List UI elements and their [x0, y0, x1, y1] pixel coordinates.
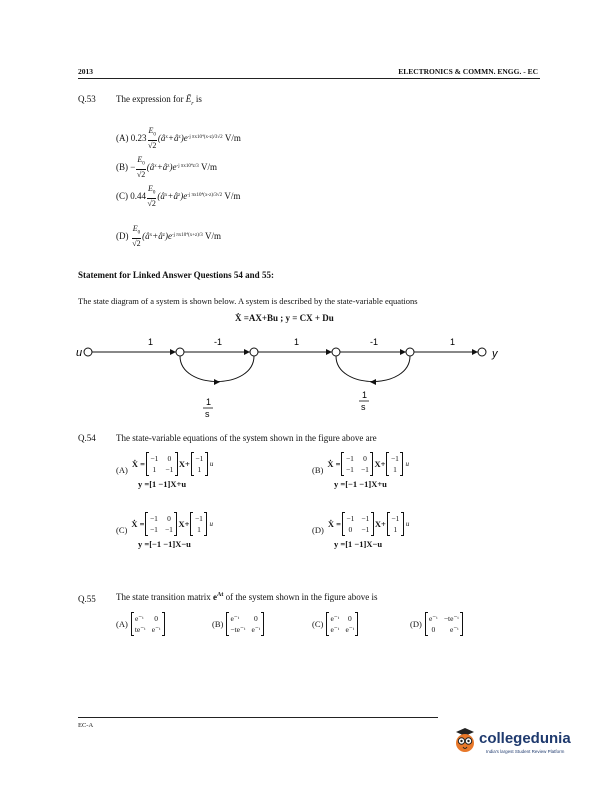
option-coef: 0.23: [130, 132, 147, 143]
node-4: [406, 348, 414, 356]
diagram-output-label: y: [492, 348, 498, 360]
matrix-cell: e⁻ᵗ: [345, 625, 355, 634]
matrix-cell: te⁻ᵗ: [134, 625, 146, 634]
matrix-cell: −1: [194, 514, 203, 523]
q55-stem-a: The state transition matrix: [116, 592, 211, 602]
matrix-cell: 1: [393, 525, 398, 534]
matrix-cell: −1: [165, 465, 174, 474]
node-output: [478, 348, 486, 356]
matrix: [342, 512, 374, 536]
q54-option-b: [312, 452, 409, 489]
frac-den: √2: [132, 238, 141, 248]
option-coef: −: [130, 161, 136, 172]
unit: V/m: [224, 132, 241, 143]
frac-num: E: [148, 184, 153, 193]
unit: V/m: [224, 190, 241, 201]
fraction: $\frac{E_0}{√2}$: [132, 224, 141, 248]
exponent: -j πx10⁴(x-z)/3√2: [187, 193, 223, 199]
q55-option-a: [116, 612, 166, 636]
q55-stem: [116, 592, 378, 602]
q54-stem: The state-variable equations of the system shown in the figure above are: [116, 433, 377, 443]
vec-close: )e: [180, 132, 188, 143]
matrix-cell: −1: [361, 525, 370, 534]
matrix: [386, 452, 403, 476]
matrix-cell: e⁻ᵗ: [151, 625, 161, 634]
input-u: u: [405, 520, 410, 528]
matrix-cell: −1: [150, 454, 159, 463]
matrix-cell: e⁻ᵗ: [251, 625, 261, 634]
xplus: X+: [178, 519, 190, 529]
diagram-input-label: u: [76, 347, 83, 359]
matrix: [131, 612, 165, 636]
gain-4: -1: [370, 337, 379, 347]
q53-stem-text: The expression for: [116, 94, 184, 104]
frac-den: √2: [147, 198, 156, 208]
vec-close: )e: [164, 230, 172, 241]
matrix-cell: −1: [360, 465, 369, 474]
option-label: (A): [116, 132, 129, 143]
matrix-cell: 1: [197, 525, 201, 534]
gain-2: -1: [214, 337, 223, 347]
matrix-cell: −1: [195, 454, 204, 463]
option-label: (A): [116, 465, 128, 475]
node-input: [84, 348, 92, 356]
header-year: 2013: [78, 67, 93, 76]
feedback-loop-2: [336, 356, 410, 382]
fraction: $\frac{E_0}{√2}$: [136, 155, 146, 179]
vec-open: (â: [157, 190, 165, 201]
matrix: [146, 452, 178, 476]
gain-3: 1: [294, 337, 300, 347]
frac-num: E: [132, 224, 138, 233]
matrix: [425, 612, 463, 636]
xdot: Ẋ =: [327, 519, 341, 529]
q55-option-d: [410, 612, 464, 636]
q55-option-b: [212, 612, 265, 636]
matrix-cell: e⁻ᵗ: [428, 614, 438, 623]
matrix-cell: −1: [345, 454, 354, 463]
vec-plus: +â: [167, 132, 179, 143]
vec-open: (â: [146, 161, 155, 172]
matrix-cell: 1: [393, 465, 397, 474]
matrix: [326, 612, 358, 636]
xplus: X+: [374, 519, 386, 529]
fraction: $\frac{E_0}{√2}$: [147, 184, 156, 208]
q53-stem-end: is: [195, 94, 202, 104]
q53-option-a: [116, 126, 241, 150]
feedback1-num: 1: [206, 397, 212, 407]
input-u: u: [405, 460, 409, 468]
matrix-cell: −te⁻ᵗ: [443, 614, 459, 623]
state-diagram: [76, 330, 520, 420]
q54-option-d: [312, 512, 409, 549]
option-label: (A): [116, 619, 128, 629]
exponent: -j πx10⁴(x+z)/3: [171, 233, 203, 239]
matrix-cell: −1: [164, 525, 173, 534]
matrix-cell: −1: [149, 514, 158, 523]
matrix-cell: e⁻ᵗ: [230, 614, 240, 623]
q55-stem-exp: At: [216, 592, 224, 598]
vec-plus: +â: [156, 161, 168, 172]
q55-number: Q.55: [78, 594, 96, 604]
option-coef: 0.44: [130, 190, 146, 201]
matrix-cell: e⁻ᵗ: [449, 625, 459, 634]
option-label: (C): [116, 190, 128, 201]
xdot: Ẋ =: [131, 459, 145, 469]
vec-open: (â: [142, 230, 150, 241]
option-label: (D): [116, 230, 129, 241]
vec-open: (â: [157, 132, 166, 143]
feedback-arrow-1: [214, 379, 220, 385]
vec-plus: +â: [167, 190, 178, 201]
matrix-cell: −1: [390, 454, 399, 463]
unit: V/m: [205, 230, 222, 241]
vec-sub1: x: [154, 164, 157, 170]
vec-sub2: z: [167, 164, 170, 170]
frac-num: E: [137, 155, 143, 164]
brand-tagline: India's largest Student Review Platform: [486, 749, 565, 754]
matrix-cell: −te⁻ᵗ: [230, 625, 246, 634]
feedback-arrow-2: [370, 379, 376, 385]
option-label: (C): [312, 619, 324, 629]
matrix-cell: −1: [361, 514, 370, 523]
xplus: X+: [374, 459, 386, 469]
matrix-cell: e⁻ᵗ: [330, 614, 340, 623]
linked-equations: Ẋ =AX+Bu ; y = CX + Du: [235, 313, 334, 323]
linked-statement: The state diagram of a system is shown below. A system is described by the state-variable equations: [78, 296, 418, 306]
vec-sub2: z: [162, 233, 165, 239]
brand-name: collegedunia: [479, 730, 571, 747]
brand-logo: [452, 724, 571, 764]
matrix-cell: 0: [167, 454, 172, 463]
unit: V/m: [200, 161, 217, 172]
matrix: [341, 452, 373, 476]
node-3: [332, 348, 340, 356]
option-label: (D): [312, 525, 324, 535]
matrix: [145, 512, 177, 536]
matrix-cell: 0: [347, 614, 352, 623]
matrix-cell: 0: [431, 625, 436, 634]
footer-code: EC-A: [78, 722, 94, 729]
feedback2-num: 1: [362, 390, 368, 400]
matrix-cell: 0: [348, 525, 353, 534]
input-u: u: [209, 460, 214, 468]
vec-close: )e: [169, 161, 177, 172]
gain-1: 1: [148, 337, 154, 347]
node-1: [176, 348, 184, 356]
header-rule: [78, 78, 540, 79]
matrix-cell: 0: [167, 514, 171, 523]
vec-sub1: x: [164, 193, 168, 199]
linked-title: Statement for Linked Answer Questions 54 and 55:: [78, 270, 274, 280]
option-label: (D): [410, 619, 422, 629]
vec-plus: +â: [152, 230, 163, 241]
q54-option-a: [116, 452, 213, 489]
matrix: [387, 512, 404, 536]
feedback1-den: s: [205, 409, 210, 419]
feedback2-den: s: [361, 402, 366, 412]
q54-number: Q.54: [78, 433, 96, 443]
xdot: Ẋ =: [327, 459, 341, 469]
exponent: -j πx10⁴(x-z)/3√2: [187, 135, 223, 141]
input-u: u: [209, 520, 213, 528]
option-label: (B): [212, 619, 224, 629]
vec-sub2: z: [178, 135, 181, 141]
q53-number: Q.53: [78, 94, 96, 104]
output-eq: y =[−1 −1]X+u: [334, 479, 387, 489]
frac-den: √2: [148, 140, 157, 150]
matrix-cell: 1: [152, 465, 157, 474]
matrix: [191, 452, 208, 476]
gain-5: 1: [450, 337, 456, 347]
q55-stem-e: e: [212, 592, 217, 602]
frac-den: √2: [136, 169, 146, 179]
owl-mascot-icon: [452, 726, 478, 756]
q54-option-c: [116, 512, 213, 549]
xplus: X+: [178, 459, 190, 469]
matrix-cell: 0: [154, 614, 158, 623]
matrix-cell: −1: [346, 514, 355, 523]
matrix-cell: −1: [149, 525, 158, 534]
q55-stem-b: of the system shown in the figure above is: [225, 592, 378, 602]
matrix-cell: 0: [363, 454, 367, 463]
output-eq: y =[1 −1]X−u: [334, 539, 383, 549]
matrix-cell: −1: [391, 514, 400, 523]
matrix-cell: −1: [345, 465, 354, 474]
matrix: [226, 612, 264, 636]
option-label: (C): [116, 525, 128, 535]
vec-sub1: x: [165, 135, 168, 141]
q53-option-c: [116, 184, 240, 208]
output-eq: y =[−1 −1]X−u: [138, 539, 191, 549]
option-label: (B): [312, 465, 324, 475]
q53-option-d: [116, 224, 221, 248]
matrix-cell: 1: [197, 465, 202, 474]
matrix-cell: 0: [254, 614, 258, 623]
frac-num: E: [148, 126, 154, 135]
vec-sub1: x: [149, 233, 153, 239]
option-label: (B): [116, 161, 128, 172]
header-subject: ELECTRONICS & COMMN. ENGG. - EC: [398, 67, 538, 76]
q53-stem-symbol: Ē: [185, 94, 192, 104]
feedback-loop-1: [180, 356, 254, 382]
q53-stem: [116, 94, 202, 107]
fraction: $\frac{E_0}{√2}$: [148, 126, 157, 150]
matrix: [190, 512, 207, 536]
matrix-cell: e⁻ᵗ: [134, 614, 144, 623]
q53-stem-sub: r: [191, 100, 194, 107]
vec-close: )e: [180, 190, 188, 201]
node-2: [250, 348, 258, 356]
exponent: -j πx10⁴z/3: [176, 164, 199, 170]
footer-rule: [78, 717, 438, 718]
output-eq: y =[1 −1]X+u: [138, 479, 187, 489]
q55-option-c: [312, 612, 359, 636]
matrix-cell: e⁻ᵗ: [330, 625, 340, 634]
q53-option-b: [116, 155, 217, 179]
xdot: Ẋ =: [131, 519, 145, 529]
vec-sub2: z: [177, 193, 181, 199]
